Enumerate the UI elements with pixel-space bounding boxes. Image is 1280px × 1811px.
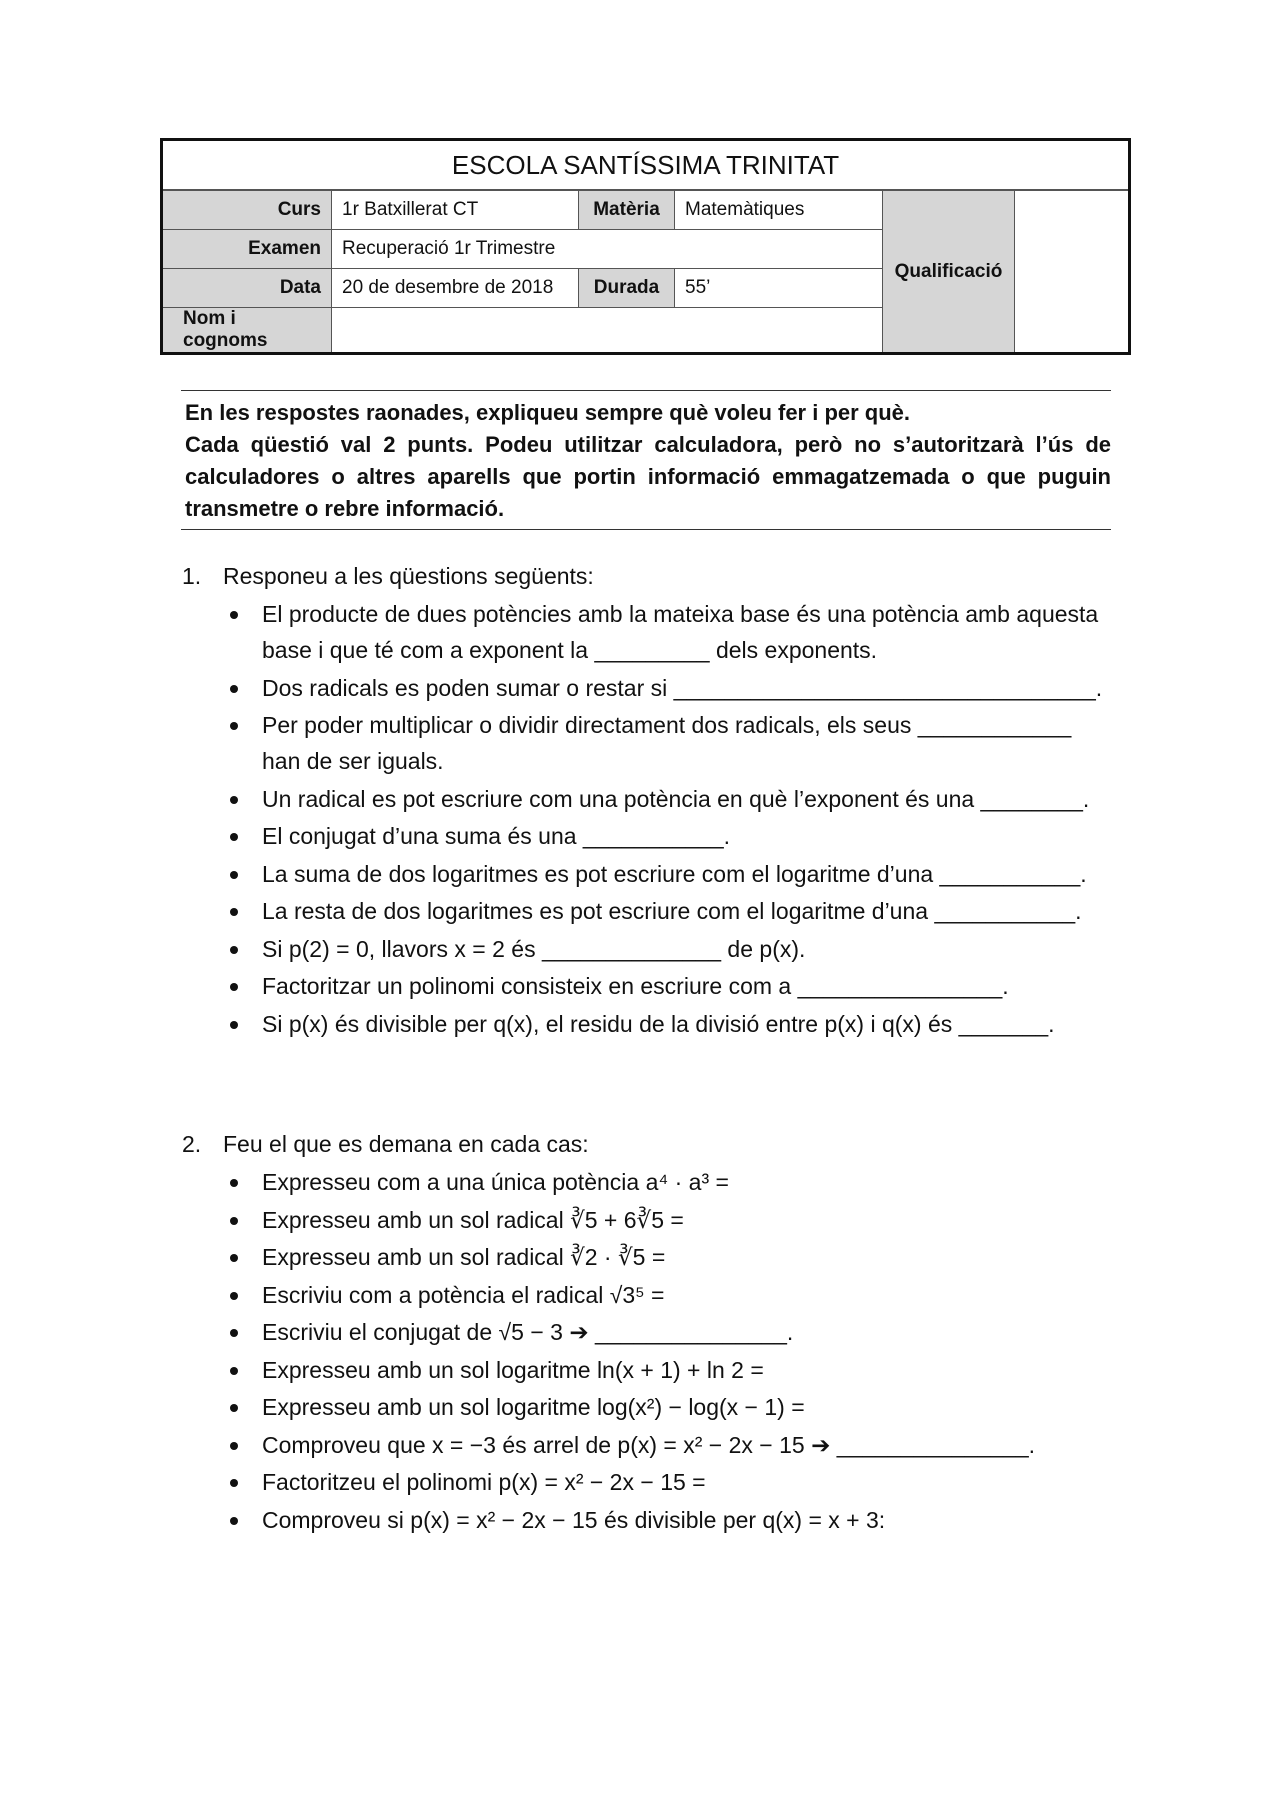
durada-value: 55’ bbox=[675, 269, 883, 308]
list-item: Expresseu amb un sol radical ∛2 · ∛5 = bbox=[182, 1239, 1112, 1275]
question-2 bbox=[182, 1126, 1112, 1539]
list-item: Expresseu amb un sol logaritme ln(x + 1) + ln 2 = bbox=[182, 1352, 1112, 1388]
list-item: El conjugat d’una suma és una ___________. bbox=[182, 818, 1112, 854]
question-1-title: Responeu a les qüestions següents: bbox=[223, 563, 594, 589]
instructions-line2: Cada qüestió val 2 punts. Podeu utilitzar calculadora, però no s’autoritzarà l’ús de calculadores o altres aparells que portin informació emmagatzemada o que puguin transmetre o rebre informació. bbox=[185, 432, 1111, 521]
list-item: Escriviu com a potència el radical √3⁵ = bbox=[182, 1277, 1112, 1313]
question-1-list bbox=[182, 596, 1112, 1042]
question-2-number: 2. bbox=[182, 1131, 202, 1157]
bullet-icon bbox=[230, 1442, 238, 1450]
list-item: Si p(x) és divisible per q(x), el residu de la divisió entre p(x) i q(x) és _______. bbox=[182, 1006, 1112, 1042]
list-item: Per poder multiplicar o dividir directament dos radicals, els seus ____________ han de ser iguals. bbox=[182, 707, 1112, 779]
bullet-icon bbox=[230, 611, 238, 619]
bullet-icon bbox=[230, 1021, 238, 1029]
data-value: 20 de desembre de 2018 bbox=[332, 269, 579, 308]
list-item: La resta de dos logaritmes es pot escriure com el logaritme d’una ___________. bbox=[182, 893, 1112, 929]
exam-header-table bbox=[160, 138, 1131, 355]
list-item: Factoritzeu el polinomi p(x) = x² − 2x − 15 = bbox=[182, 1464, 1112, 1500]
bullet-icon bbox=[230, 1404, 238, 1412]
bullet-icon bbox=[230, 1292, 238, 1300]
bullet-icon bbox=[230, 946, 238, 954]
bullet-icon bbox=[230, 1367, 238, 1375]
qualificacio-field[interactable] bbox=[1015, 190, 1130, 354]
bullet-icon bbox=[230, 833, 238, 841]
list-item: Escriviu el conjugat de √5 − 3 ➔ _______________. bbox=[182, 1314, 1112, 1350]
list-item: Dos radicals es poden sumar o restar si _________________________________. bbox=[182, 670, 1112, 706]
bullet-icon bbox=[230, 796, 238, 804]
instructions-box bbox=[181, 390, 1111, 530]
question-2-list bbox=[182, 1164, 1112, 1538]
bullet-icon bbox=[230, 1479, 238, 1487]
bullet-icon bbox=[230, 983, 238, 991]
examen-label: Examen bbox=[162, 230, 332, 269]
materia-value: Matemàtiques bbox=[675, 190, 883, 230]
list-item: Expresseu amb un sol logaritme log(x²) − log(x − 1) = bbox=[182, 1389, 1112, 1425]
materia-label: Matèria bbox=[579, 190, 675, 230]
bullet-icon bbox=[230, 1517, 238, 1525]
bullet-icon bbox=[230, 1254, 238, 1262]
list-item: Si p(2) = 0, llavors x = 2 és ______________ de p(x). bbox=[182, 931, 1112, 967]
list-item: La suma de dos logaritmes es pot escriure com el logaritme d’una ___________. bbox=[182, 856, 1112, 892]
school-name: ESCOLA SANTÍSSIMA TRINITAT bbox=[162, 140, 1130, 191]
list-item: Expresseu amb un sol radical ∛5 + 6∛5 = bbox=[182, 1202, 1112, 1238]
list-item: Expresseu com a una única potència a⁴ · a³ = bbox=[182, 1164, 1112, 1200]
list-item: El producte de dues potències amb la mateixa base és una potència amb aquesta base i que té com a exponent la _________ dels exponents. bbox=[182, 596, 1112, 668]
question-1-number: 1. bbox=[182, 563, 202, 589]
question-1 bbox=[182, 558, 1112, 1043]
list-item: Comproveu si p(x) = x² − 2x − 15 és divisible per q(x) = x + 3: bbox=[182, 1502, 1112, 1538]
instructions-line1: En les respostes raonades, expliqueu sempre què voleu fer i per què. bbox=[185, 400, 911, 425]
curs-value: 1r Batxillerat CT bbox=[332, 190, 579, 230]
nom-field[interactable] bbox=[332, 308, 883, 354]
bullet-icon bbox=[230, 1329, 238, 1337]
qualificacio-label: Qualificació bbox=[883, 190, 1015, 354]
examen-value: Recuperació 1r Trimestre bbox=[332, 230, 883, 269]
bullet-icon bbox=[230, 908, 238, 916]
bullet-icon bbox=[230, 1217, 238, 1225]
bullet-icon bbox=[230, 685, 238, 693]
curs-label: Curs bbox=[162, 190, 332, 230]
question-2-title: Feu el que es demana en cada cas: bbox=[223, 1131, 589, 1157]
list-item: Comproveu que x = −3 és arrel de p(x) = x² − 2x − 15 ➔ _______________. bbox=[182, 1427, 1112, 1463]
list-item: Factoritzar un polinomi consisteix en escriure com a ________________. bbox=[182, 968, 1112, 1004]
bullet-icon bbox=[230, 1179, 238, 1187]
data-label: Data bbox=[162, 269, 332, 308]
bullet-icon bbox=[230, 871, 238, 879]
nom-label: Nom i cognoms bbox=[162, 308, 332, 354]
list-item: Un radical es pot escriure com una potència en què l’exponent és una ________. bbox=[182, 781, 1112, 817]
bullet-icon bbox=[230, 722, 238, 730]
durada-label: Durada bbox=[579, 269, 675, 308]
